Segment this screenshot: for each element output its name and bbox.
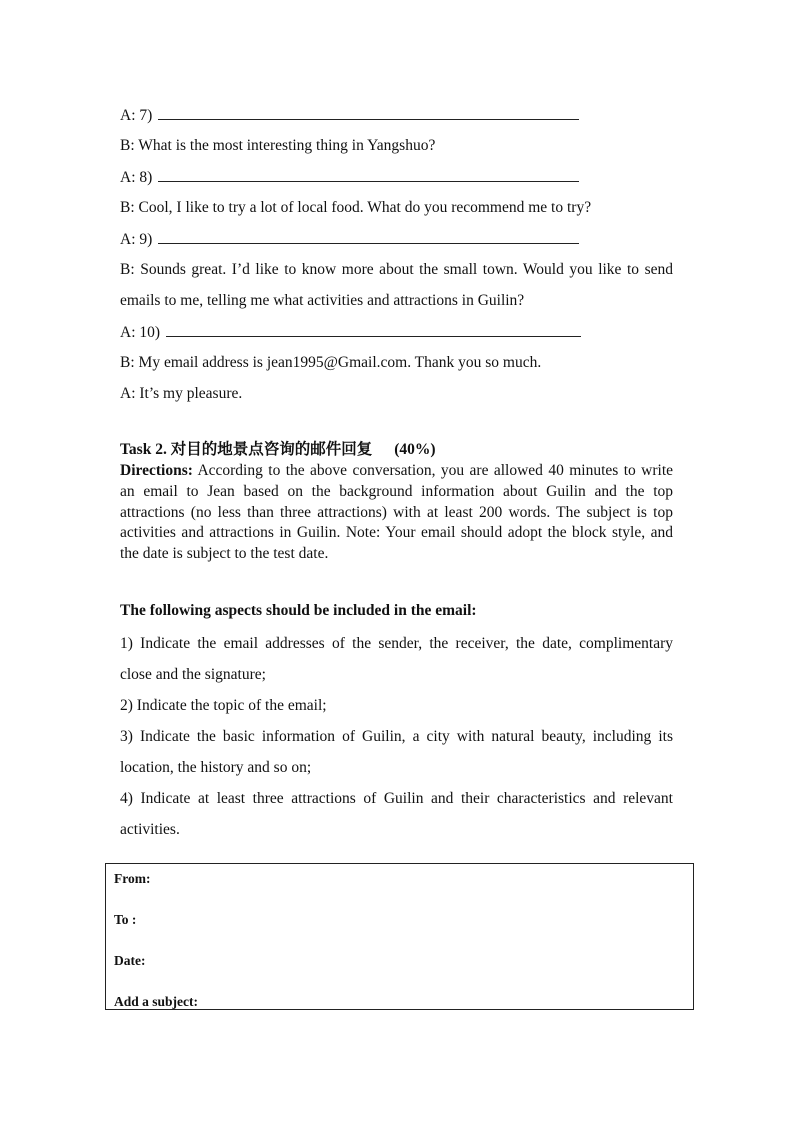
answer-blank[interactable] xyxy=(158,167,579,182)
aspect-item-3: 3) Indicate the basic information of Guilin, a city with natural beauty, including its xyxy=(120,728,673,745)
aspect-item-4-cont: activities. xyxy=(120,821,180,838)
item-number: 10) xyxy=(139,324,161,341)
dialogue-text: What is the most interesting thing in Yangshuo? xyxy=(138,137,436,154)
speaker-label: A: xyxy=(120,324,136,341)
email-form-box[interactable] xyxy=(105,863,694,1010)
dialogue-text: emails to me, telling me what activities and attractions in Guilin? xyxy=(120,292,525,309)
speaker-label: B: xyxy=(120,354,135,371)
dialogue-line-7 xyxy=(120,105,579,126)
answer-blank[interactable] xyxy=(158,105,579,120)
to-label: To : xyxy=(114,912,137,927)
speaker-label: B: xyxy=(120,261,135,278)
speaker-label: A: xyxy=(120,385,136,402)
aspect-item-4: 4) Indicate at least three attractions of Guilin and their characteristics and relevant xyxy=(120,790,673,807)
aspect-item-1: 1) Indicate the email addresses of the sender, the receiver, the date, complimentary xyxy=(120,635,673,652)
from-label: From: xyxy=(114,871,151,886)
aspects-heading: The following aspects should be included in the email: xyxy=(120,602,477,619)
task-title: Task 2. 对目的地景点咨询的邮件回复 xyxy=(120,441,373,458)
dialogue-text: Sounds great. I’d like to know more about the small town. Would you like to send xyxy=(140,261,673,278)
dialogue-line-9 xyxy=(120,229,579,250)
item-number: 9) xyxy=(139,231,153,248)
dialogue-line-b2 xyxy=(120,198,591,218)
item-number: 8) xyxy=(139,169,153,186)
speaker-label: A: xyxy=(120,107,136,124)
answer-blank[interactable] xyxy=(166,322,581,337)
speaker-label: B: xyxy=(120,137,135,154)
aspect-item-2: 2) Indicate the topic of the email; xyxy=(120,697,327,714)
dialogue-line-b3 xyxy=(120,260,673,280)
directions-paragraph xyxy=(120,461,673,565)
answer-blank[interactable] xyxy=(158,229,579,244)
date-label: Date: xyxy=(114,953,146,968)
aspect-item-3-cont: location, the history and so on; xyxy=(120,759,312,776)
aspect-item-1-cont: close and the signature; xyxy=(120,666,266,683)
dialogue-line-8 xyxy=(120,167,579,188)
item-number: 7) xyxy=(139,107,153,124)
subject-label: Add a subject: xyxy=(114,994,199,1009)
dialogue-text: It’s my pleasure. xyxy=(139,385,243,402)
directions-text: According to the above conversation, you are allowed 40 minutes to write an email to Jean based on the background information about Guilin and the top attractions (no less than three attractions) with at least 200 words. The subject is top activities and attractions in Guilin. Note: Your email should adopt the block style, and the date is subject to the test date. xyxy=(120,462,673,563)
dialogue-line-10 xyxy=(120,322,581,343)
directions-label: Directions: xyxy=(120,462,193,479)
dialogue-line-b4 xyxy=(120,353,541,373)
task-percent: (40%) xyxy=(394,441,436,458)
dialogue-text: My email address is jean1995@Gmail.com. Thank you so much. xyxy=(138,354,542,371)
speaker-label: B: xyxy=(120,199,135,216)
dialogue-line-a-last xyxy=(120,384,242,404)
dialogue-line-b1 xyxy=(120,136,435,156)
speaker-label: A: xyxy=(120,231,136,248)
task-heading xyxy=(120,440,436,460)
dialogue-text: Cool, I like to try a lot of local food. What do you recommend me to try? xyxy=(138,199,592,216)
speaker-label: A: xyxy=(120,169,136,186)
dialogue-line-b3-cont xyxy=(120,291,524,311)
